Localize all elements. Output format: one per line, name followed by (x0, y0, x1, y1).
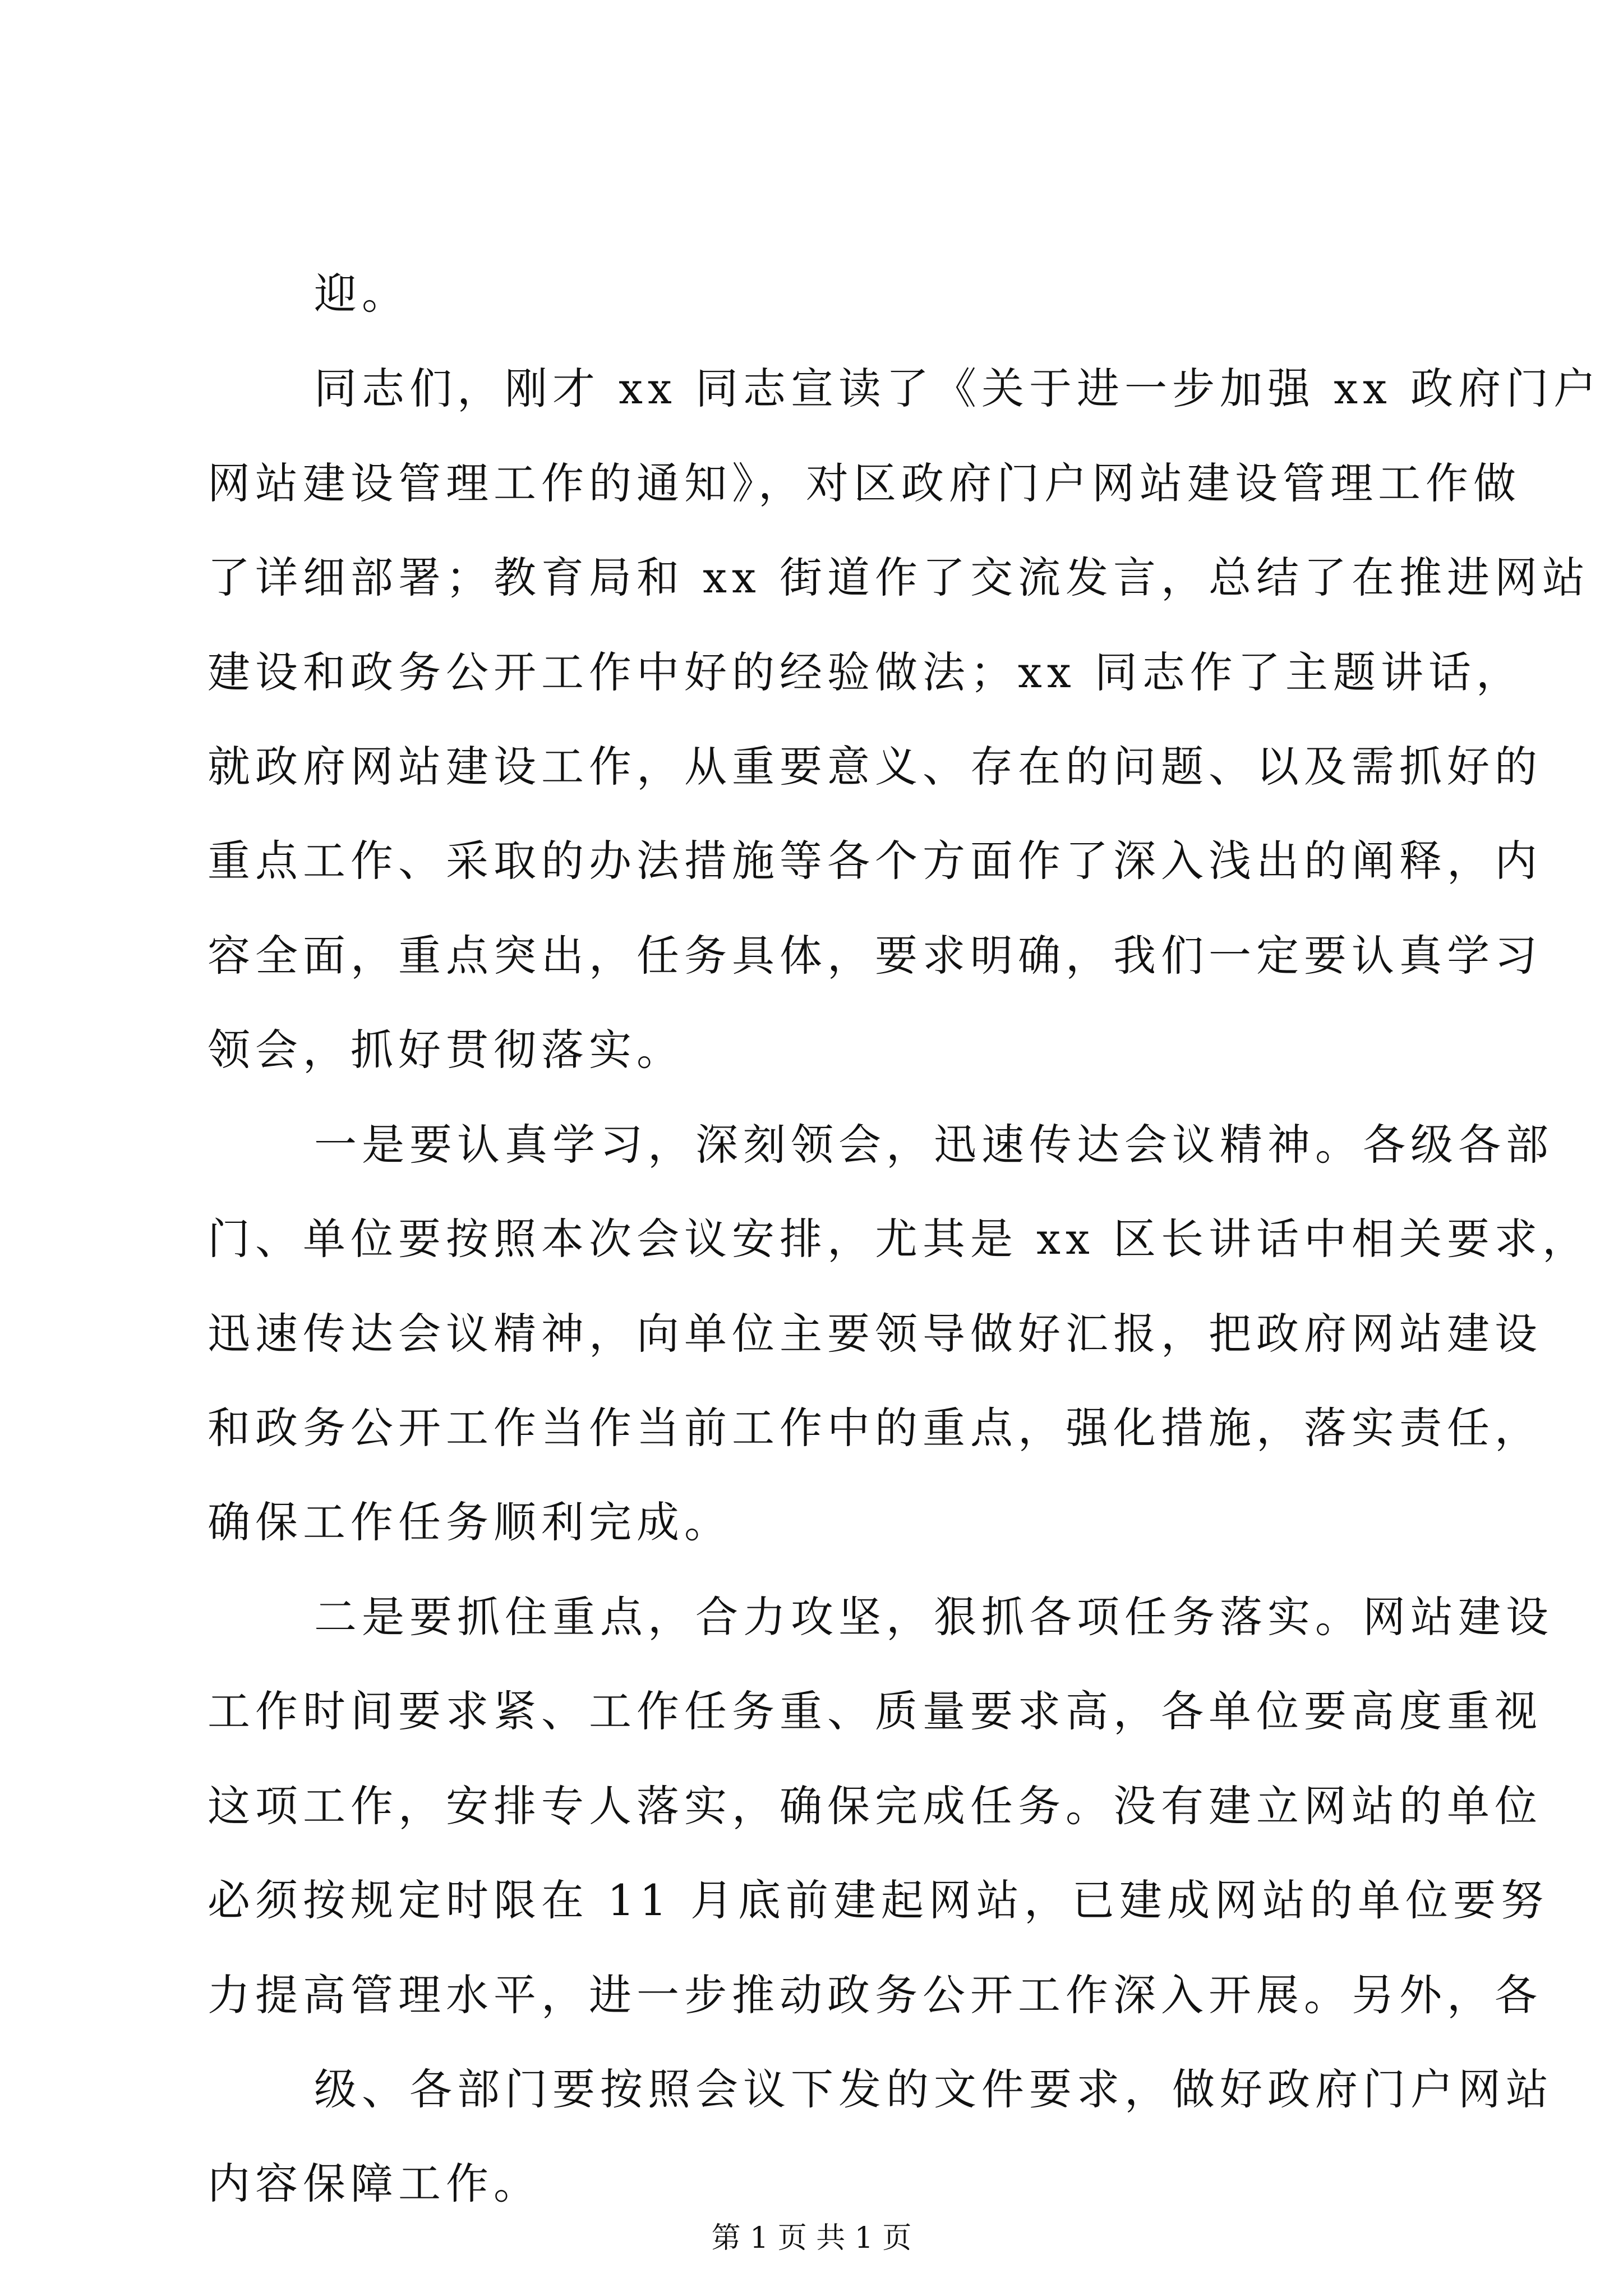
text-line: 了详细部署；教育局和 xx 街道作了交流发言，总结了在推进网站 (208, 553, 1590, 602)
text-line: 容全面，重点突出，任务具体，要求明确，我们一定要认真学习 (208, 931, 1542, 981)
text-line: 工作时间要求紧、工作任务重、质量要求高，各单位要高度重视 (208, 1686, 1542, 1736)
text-line: 确保工作任务顺利完成。 (208, 1497, 732, 1547)
text-line: 级、各部门要按照会议下发的文件要求，做好政府门户网站 (314, 2064, 1553, 2114)
text-line: 重点工作、采取的办法措施等各个方面作了深入浅出的阐释，内 (208, 836, 1542, 886)
text-line: 必须按规定时限在 11 月底前建起网站，已建成网站的单位要努 (208, 1875, 1549, 1925)
text-line: 这项工作，安排专人落实，确保完成任务。没有建立网站的单位 (208, 1781, 1542, 1831)
text-line: 建设和政务公开工作中好的经验做法；xx 同志作了主题讲话， (208, 647, 1524, 697)
text-line: 领会，抓好贯彻落实。 (208, 1025, 684, 1075)
text-line: 力提高管理水平，进一步推动政务公开工作深入开展。另外，各 (208, 1970, 1542, 2020)
text-line: 内容保障工作。 (208, 2159, 541, 2208)
text-line: 门、单位要按照本次会议安排，尤其是 xx 区长讲话中相关要求， (208, 1214, 1590, 1264)
text-line: 迅速传达会议精神，向单位主要领导做好汇报，把政府网站建设 (208, 1309, 1542, 1359)
page-footer: 第 1 页 共 1 页 (711, 2221, 912, 2255)
text-line: 和政务公开工作当作当前工作中的重点，强化措施，落实责任， (208, 1403, 1542, 1453)
text-line: 就政府网站建设工作，从重要意义、存在的问题、以及需抓好的 (208, 742, 1542, 792)
text-line: 迎。 (314, 269, 409, 319)
text-line: 网站建设管理工作的通知》，对区政府门户网站建设管理工作做 (208, 458, 1521, 508)
text-line: 同志们，刚才 xx 同志宣读了《关于进一步加强 xx 政府门户 (314, 364, 1602, 413)
text-line: 一是要认真学习，深刻领会，迅速传达会议精神。各级各部 (314, 1120, 1553, 1170)
text-line: 二是要抓住重点，合力攻坚，狠抓各项任务落实。网站建设 (314, 1592, 1553, 1642)
